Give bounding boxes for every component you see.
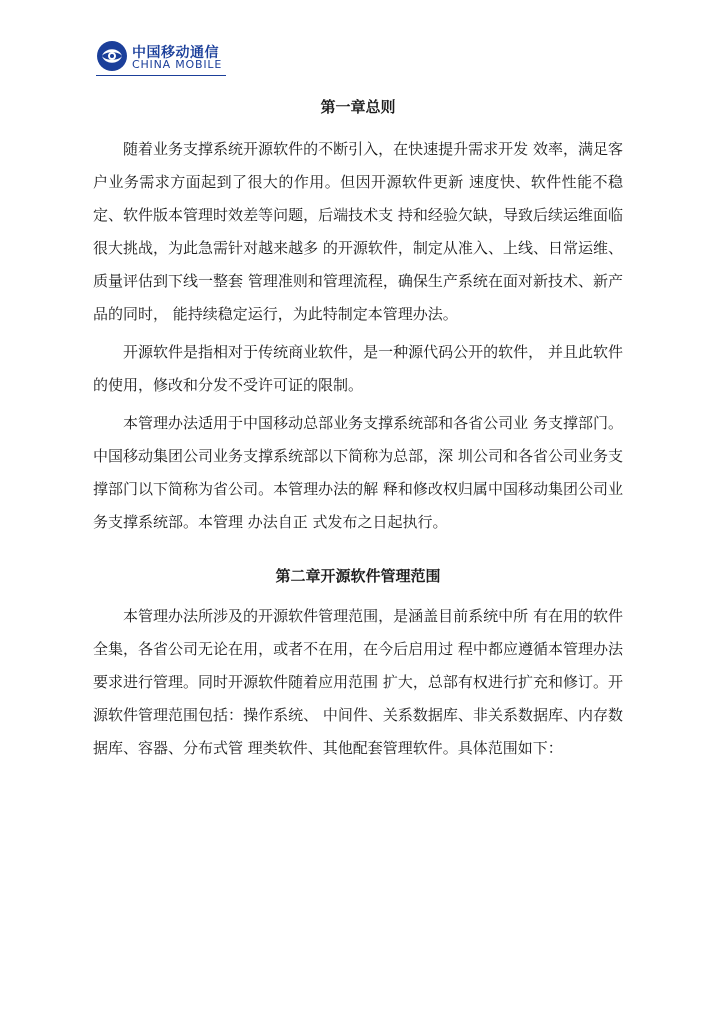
chapter-1-title: 第一章总则 <box>320 98 396 116</box>
chapter-2-title: 第二章开源软件管理范围 <box>275 567 441 585</box>
document-body <box>93 96 623 765</box>
chapter-1-paragraph-2: 开源软件是指相对于传统商业软件，是一种源代码公开的软件， 并且此软件的使用，修改和分发不受许可证的限制。 <box>93 343 623 394</box>
header <box>96 38 226 76</box>
chapter-1-paragraph-1: 随着业务支撑系统开源软件的不断引入，在快速提升需求开发 效率，满足客户业务需求方面起到了很大的作用。但因开源软件更新 速度快、软件性能不稳定、软件版本管理时效差等问题，后端技术支 持和经验欠缺，导致后续运维面临很大挑战，为此急需针对越来越多 的开源软件，制定从准入、上线、日常运维、质量评估到下线一整套 管理准则和管理流程，确保生产系统在面对新技术、新产品的同时， 能持续稳定运行，为此特制定本管理办法。 <box>93 140 623 323</box>
header-divider <box>96 75 226 76</box>
china-mobile-logo-icon <box>96 40 128 72</box>
logo-chinese-name: 中国移动通信 <box>132 45 219 61</box>
chapter-1-paragraph-3: 本管理办法适用于中国移动总部业务支撑系统部和各省公司业 务支撑部门。中国移动集团公司业务支撑系统部以下简称为总部，深 圳公司和各省公司业务支撑部门以下简称为省公司。本管理办法的解 释和修改权归属中国移动集团公司业务支撑系统部。本管理 办法自正 式发布之日起执行。 <box>93 414 623 531</box>
chapter-2-paragraph-1: 本管理办法所涉及的开源软件管理范围，是涵盖目前系统中所 有在用的软件全集，各省公司无论在用，或者不在用，在今后启用过 程中都应遵循本管理办法要求进行管理。同时开源软件随着应用范围 扩大，总部有权进行扩充和修订。开源软件管理范围包括：操作系统、 中间件、关系数据库、非关系数据库、内存数据库、容器、分布式管 理类软件、其他配套管理软件。具体范围如下： <box>93 607 623 757</box>
logo-english-name: CHINA MOBILE <box>132 58 223 71</box>
